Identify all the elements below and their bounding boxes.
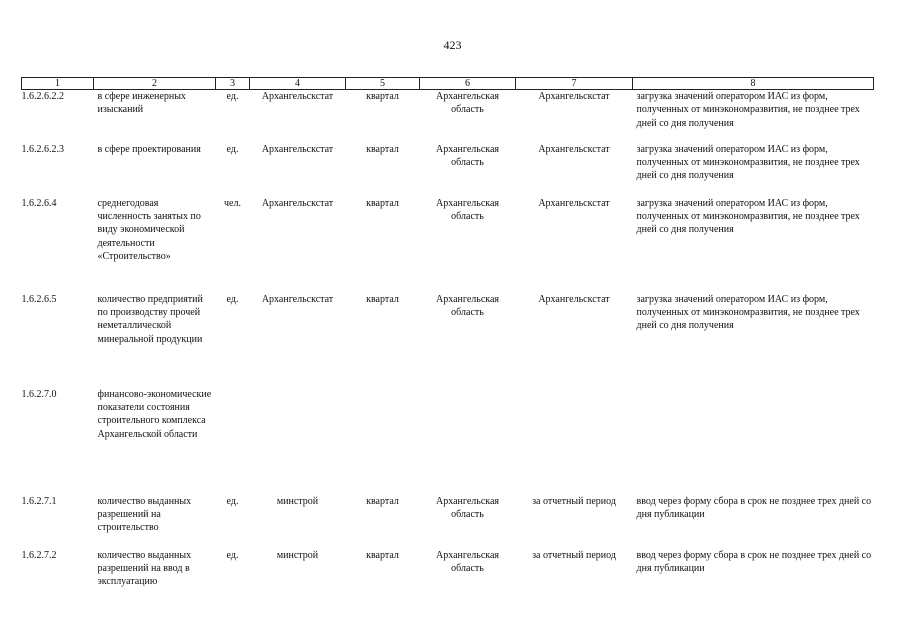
indicator-source: минстрой: [276, 495, 319, 507]
column-number-header-row: [22, 78, 874, 90]
indicator-period: квартал: [366, 549, 399, 561]
indicator-source: минстрой: [276, 549, 319, 561]
table-row: [22, 495, 874, 549]
indicator-unit: [216, 388, 250, 495]
indicator-period: квартал: [366, 91, 399, 102]
indicator-unit: ед.: [226, 549, 239, 561]
indicator-provider: Архангельскстат: [538, 293, 610, 305]
table-row: [22, 388, 874, 495]
indicator-code: 1.6.2.6.2.2: [21, 91, 64, 102]
indicator-period: квартал: [366, 495, 399, 507]
indicator-unit: ед.: [226, 143, 239, 155]
indicator-method: загрузка значений оператором ИАС из форм, полученных от минэкономразвития, не позднее трех дней со дня получения: [636, 293, 860, 332]
table-row: [22, 90, 874, 143]
indicator-provider: Архангельскстат: [538, 197, 610, 209]
indicator-level: Архангельская область: [435, 197, 500, 222]
column-number-header: 1: [22, 78, 94, 90]
indicator-name: в сфере инженерных изысканий: [97, 91, 186, 116]
indicator-source: Архангельскстат: [261, 197, 334, 209]
indicator-name: финансово-экономические показатели состояния строительного комплекса Архангельской области: [97, 388, 212, 440]
indicator-period: квартал: [366, 143, 399, 155]
indicator-unit: ед.: [226, 91, 239, 102]
indicator-provider: за отчетный период: [532, 549, 616, 561]
indicator-period: [346, 388, 420, 495]
indicator-provider: Архангельскстат: [538, 91, 610, 102]
page-number: 423: [443, 38, 462, 52]
indicator-level: Архангельская область: [435, 91, 500, 116]
indicator-unit: ед.: [226, 293, 239, 305]
column-number-header: 4: [250, 78, 346, 90]
indicator-level: Архангельская область: [435, 495, 500, 520]
indicator-name: в сфере проектирования: [97, 143, 201, 155]
indicator-level: Архангельская область: [435, 143, 500, 168]
table-row: [22, 549, 874, 593]
indicator-code: 1.6.2.6.2.3: [21, 143, 64, 155]
table-row: [22, 293, 874, 388]
column-number-header: 6: [420, 78, 516, 90]
indicator-source: Архангельскстат: [261, 91, 334, 102]
indicator-method: загрузка значений оператором ИАС из форм, полученных от минэкономразвития, не позднее трех дней со дня получения: [636, 143, 860, 182]
column-number-header: 2: [94, 78, 216, 90]
indicator-code: 1.6.2.6.4: [21, 197, 57, 209]
indicator-method: загрузка значений оператором ИАС из форм, полученных от минэкономразвития, не позднее трех дней со дня получения: [636, 91, 860, 129]
indicator-name: количество предприятий по производству прочей неметаллической минеральной продукции: [97, 293, 203, 345]
indicator-provider: Архангельскстат: [538, 143, 610, 155]
indicator-method: ввод через форму сбора в срок не позднее трех дней со дня публикации: [636, 495, 872, 520]
table-row: [22, 143, 874, 197]
indicator-source: [250, 388, 346, 495]
indicator-provider: за отчетный период: [532, 495, 616, 507]
indicator-source: Архангельскстат: [261, 143, 334, 155]
indicator-provider: [516, 388, 633, 495]
indicator-unit: ед.: [226, 495, 239, 507]
indicator-level: [420, 388, 516, 495]
column-number-header: 5: [346, 78, 420, 90]
indicator-code: 1.6.2.7.2: [21, 549, 57, 561]
indicator-name: количество выданных разрешений на ввод в эксплуатацию: [97, 549, 192, 588]
indicator-code: 1.6.2.6.5: [21, 293, 57, 305]
indicator-method: ввод через форму сбора в срок не позднее трех дней со дня публикации: [636, 549, 872, 574]
indicator-period: квартал: [366, 293, 399, 305]
indicator-level: Архангельская область: [435, 293, 500, 318]
indicator-source: Архангельскстат: [261, 293, 334, 305]
indicator-code: 1.6.2.7.1: [21, 495, 57, 507]
indicator-method: загрузка значений оператором ИАС из форм, полученных от минэкономразвития, не позднее трех дней со дня получения: [636, 197, 860, 236]
indicator-name: количество выданных разрешений на строительство: [97, 495, 192, 534]
column-number-header: 7: [516, 78, 633, 90]
indicator-method: [633, 388, 874, 495]
indicators-table: [21, 77, 874, 593]
indicator-period: квартал: [366, 197, 399, 209]
indicator-unit: чел.: [224, 197, 241, 209]
indicator-name: среднегодовая численность занятых по виду экономической деятельности «Строительство»: [97, 197, 201, 263]
column-number-header: 8: [633, 78, 874, 90]
table-row: [22, 197, 874, 293]
indicator-code: 1.6.2.7.0: [21, 388, 57, 400]
indicator-level: Архангельская область: [435, 549, 500, 574]
column-number-header: 3: [216, 78, 250, 90]
